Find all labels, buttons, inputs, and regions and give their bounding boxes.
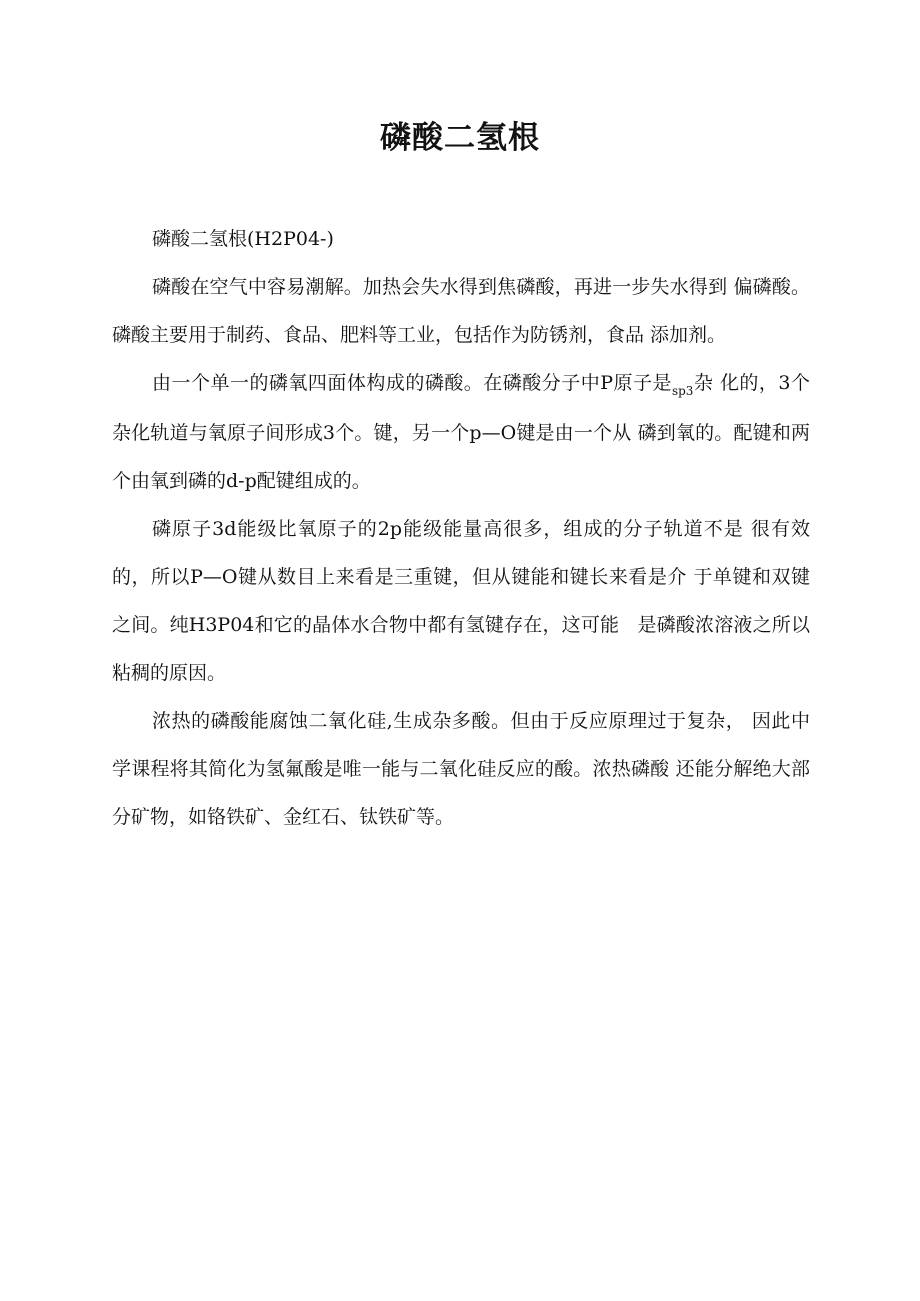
paragraph-text: 由一个单一的磷氧四面体构成的磷酸。在磷酸分子中P原子是 bbox=[152, 372, 672, 394]
paragraph-text: 磷酸在空气中容易潮解。加热会失水得到焦磷酸，再进一步失水得到 偏磷酸。磷酸主要用于制药、食品、肥料等工业，包括作为防锈剂，食品 添加剂。 bbox=[112, 276, 810, 346]
paragraph-structure bbox=[112, 359, 810, 505]
paragraph-text: 杂 化的，3个杂化轨道与氧原子间形成3个。键，另一个p—O键是由一个从 磷到氧的。配键和两个由氧到磷的d-p配键组成的。 bbox=[112, 372, 810, 492]
paragraph-text: 磷原子3d能级比氧原子的2p能级能量高很多，组成的分子轨道不是 很有效的，所以P—O键从数目上来看是三重键，但从键能和键长来看是介 于单键和双键之间。纯H3P04和它的晶体水合物中都有氢键存在，这可能 bbox=[112, 518, 810, 636]
hybridization-subscript: sp3 bbox=[671, 384, 694, 398]
paragraph-properties bbox=[112, 263, 810, 359]
paragraph-text: 是磷酸浓溶液之所以粘稠的原因。 bbox=[112, 614, 810, 684]
paragraph-text: 磷酸二氢根(H2P04-) bbox=[152, 228, 334, 250]
paragraph-heading-line bbox=[112, 215, 810, 263]
page-title: 磷酸二氢根 bbox=[380, 120, 540, 156]
paragraph-bonding bbox=[112, 505, 810, 697]
document-body bbox=[112, 215, 810, 841]
paragraph-text: 浓热的磷酸能腐蚀二氧化硅,生成杂多酸。但由于反应原理过于复杂， 因此中学课程将其简化为氢氟酸是唯一能与二氧化硅反应的酸。浓热磷酸 还能分解绝大部分矿物，如铬铁矿、金红石、钛铁矿等。 bbox=[112, 710, 810, 828]
paragraph-reactions bbox=[112, 697, 810, 841]
